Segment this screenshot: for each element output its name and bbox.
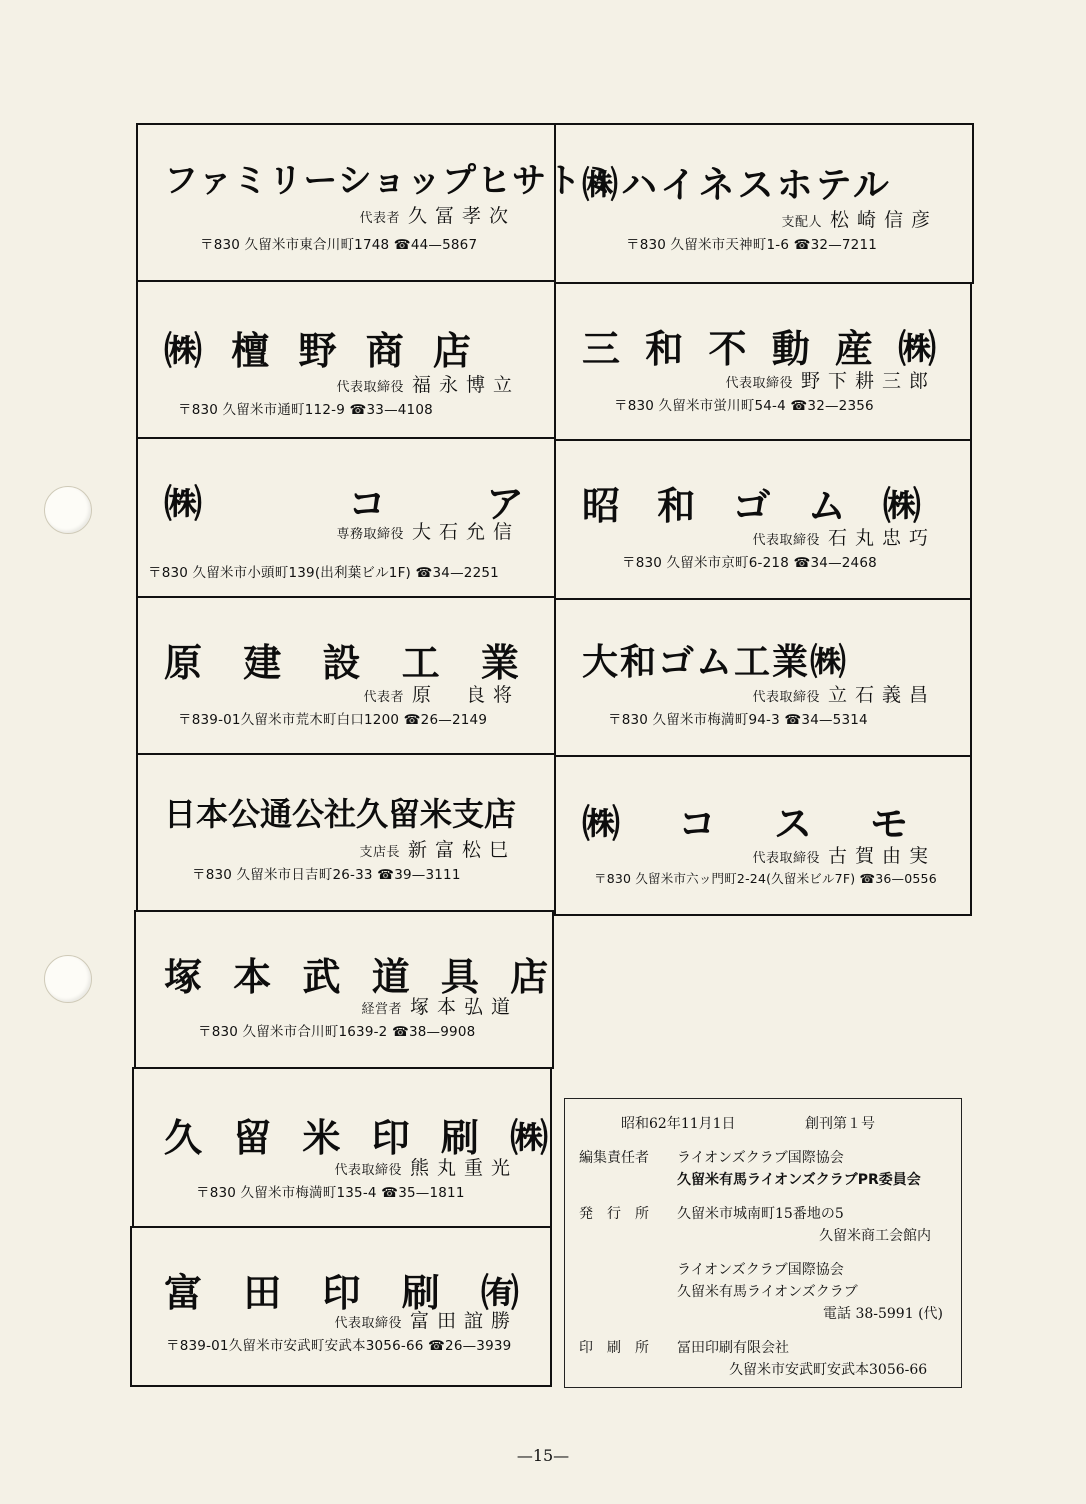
company-name: ㈱ コ ア [164,482,533,526]
company-name: 原 建 設 工 業 [164,641,533,685]
printer-line-2: 久留米市安武町安武本3056-66 [729,1362,928,1378]
representative [359,835,516,862]
representative-name: 古賀由実 [827,845,936,867]
representative [361,992,518,1019]
publisher-label: 発 行 所 [579,1206,649,1222]
company-name: 三 和 不 動 産 ㈱ [582,327,943,371]
page-number: —15— [516,1446,570,1465]
representative-role: 代表取締役 [752,533,820,548]
company-name: ㈱ コ ス モ [582,802,919,846]
ad-box [136,123,617,282]
representative-name: 新富松巳 [407,839,516,861]
representative-name: 石丸忠巧 [827,527,936,549]
representative-name: 立石義昌 [827,684,936,706]
representative [752,523,936,550]
company-address: 〒830 久留米市合川町1639-2 ☎38—9908 [198,1024,476,1040]
representative-role: 経営者 [361,1002,402,1017]
publisher-line-3: ライオンズクラブ国際協会 [677,1262,844,1278]
representative-role: 専務取締役 [336,527,404,542]
company-address: 〒830 久留米市六ッ門町2-24(久留米ビル7F) ☎36—0556 [594,871,937,886]
ad-box [136,437,556,598]
representative [336,370,520,397]
publisher-line-1: 久留米市城南町15番地の5 [677,1206,844,1222]
publisher-phone: 電話 38-5991 (代) [823,1306,943,1322]
representative-role: 代表取締役 [752,851,820,866]
company-address: 〒830 久留米市京町6-218 ☎34—2468 [622,555,877,571]
representative-name: 久冨孝次 [407,205,516,227]
representative-role: 代表取締役 [336,380,404,395]
representative-role: 代表者 [359,211,400,226]
company-address: 〒839-01久留米市安武町安武本3056-66 ☎26—3939 [166,1338,512,1354]
ad-box [554,598,972,757]
ad-box [136,596,556,755]
company-name: 塚 本 武 道 具 店 [164,955,558,999]
company-address: 〒839-01久留米市荒木町白口1200 ☎26—2149 [178,712,488,728]
ad-box [130,1226,552,1387]
company-address: 〒830 久留米市小頭町139(出利葉ビル1F) ☎34—2251 [148,565,499,581]
representative [752,841,936,868]
representative-role: 支配人 [781,215,822,230]
representative [363,680,520,707]
representative [781,205,938,232]
representative [336,517,520,544]
ad-box [132,1067,558,1228]
representative [359,201,516,228]
company-address: 〒830 久留米市通町112-9 ☎33—4108 [178,402,433,418]
representative-role: 代表取締役 [334,1163,402,1178]
company-name: 久 留 米 印 刷 ㈱ [164,1116,558,1160]
company-name: ファミリーショップヒサトミ [164,161,617,201]
company-address: 〒830 久留米市梅満町94-3 ☎34—5314 [608,712,868,728]
company-address: 〒830 久留米市梅満町135-4 ☎35—1811 [196,1185,465,1201]
company-name: 富 田 印 刷 ㈲ [164,1271,533,1315]
company-address: 〒830 久留米市日吉町26-33 ☎39—3111 [192,867,461,883]
colophon-box [564,1098,962,1388]
printer-label: 印 刷 所 [579,1340,649,1356]
editor-line-1: ライオンズクラブ国際協会 [677,1150,844,1166]
company-address: 〒830 久留米市蛍川町54-4 ☎32—2356 [614,398,874,414]
printer-line-1: 冨田印刷有限会社 [677,1340,789,1356]
company-address: 〒830 久留米市東合川町1748 ☎44—5867 [200,237,478,253]
representative [334,1306,518,1333]
issue-number: 創刊第１号 [805,1116,875,1132]
representative-name: 大石允信 [411,521,520,543]
company-name: 昭 和 ゴ ム ㈱ [582,484,933,528]
representative [752,680,936,707]
ad-box [554,282,972,441]
representative-role: 代表者 [363,690,404,705]
publisher-line-4: 久留米有馬ライオンズクラブ [677,1284,858,1300]
representative-role: 代表取締役 [752,690,820,705]
representative-role: 代表取締役 [334,1316,402,1331]
representative-role: 支店長 [359,845,400,860]
representative-name: 富田誼勝 [409,1310,518,1332]
ad-box [554,755,972,916]
ad-box [136,280,556,439]
ad-box [554,123,974,284]
ad-box [136,753,556,912]
ad-box [134,910,558,1069]
representative-name: 原 良将 [411,684,520,706]
representative-name: 熊丸重光 [409,1157,518,1179]
ad-box [554,439,972,600]
representative [334,1153,518,1180]
representative-role: 代表取締役 [725,376,793,391]
issue-date: 昭和62年11月1日 [621,1116,736,1132]
representative-name: 塚本弘道 [409,996,518,1018]
representative [725,366,936,393]
representative-name: 福永博立 [411,374,520,396]
company-name: ㈱ 檀 野 商 店 [164,329,479,373]
representative-name: 松崎信彦 [829,209,938,231]
company-address: 〒830 久留米市天神町1-6 ☎32—7211 [626,237,878,253]
company-name: 日本公通公社久留米支店 [164,795,517,833]
editor-line-2: 久留米有馬ライオンズクラブPR委員会 [677,1172,921,1188]
editor-label: 編集責任者 [579,1150,649,1166]
company-name: ㈱ハイネスホテル [582,165,892,206]
company-name: 大和ゴム工業㈱ [582,642,849,683]
representative-name: 野下耕三郎 [800,370,936,392]
publisher-line-2: 久留米商工会館内 [819,1228,931,1244]
